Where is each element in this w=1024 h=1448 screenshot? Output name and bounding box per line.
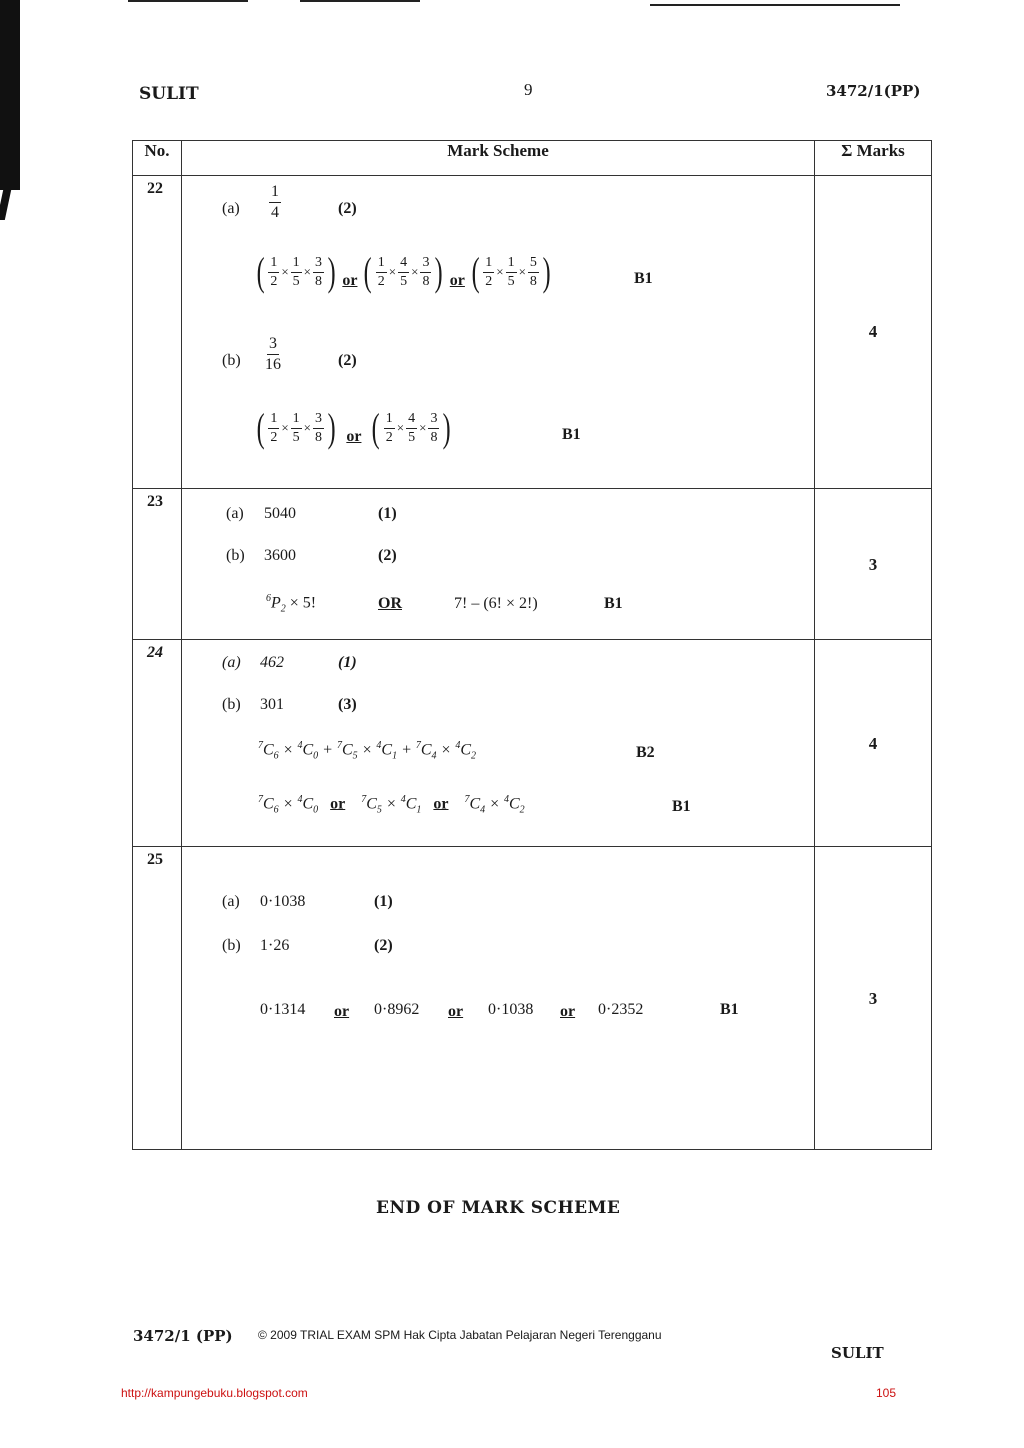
top-rule — [128, 0, 248, 2]
q25-total: 3 — [815, 847, 932, 1150]
q24-total: 4 — [815, 640, 932, 847]
question-number: 25 — [147, 851, 163, 868]
end-of-mark-scheme: END OF MARK SCHEME — [376, 1198, 621, 1218]
table-row-q22 — [133, 176, 932, 489]
working-combination-alt: $^7C_6 \times ^4C_0$ or $^7C_5 \times ^4C_1$ or $^7C_4 \times ^4C_2$ — [258, 794, 525, 816]
q24-scheme: (a) 462 (1) (b) 301 (3) $^7C_6 \times ^4C_0 + ^7C_5 \times ^4C_1 + ^7C_4 \times ^4C_2$ B2 $^7C_6 \times ^4C_0$ or $^7C_5 \times ^4C_1$ or $^7C_4 \times ^4C_2$ B1 — [182, 640, 815, 847]
marks-label: (2) — [338, 352, 357, 369]
col-marks-header: Σ Marks — [815, 141, 932, 176]
mark-scheme-table — [132, 140, 932, 1150]
q23-total: 3 — [815, 489, 932, 640]
answer-fraction: $\frac{3}{16}$ — [265, 335, 281, 373]
footer-sulit: SULIT — [831, 1344, 884, 1362]
scan-edge-mark — [0, 0, 20, 190]
table-row-q24 — [133, 640, 932, 847]
question-number: 22 — [147, 180, 163, 197]
working-value: 0·8962 — [374, 1001, 420, 1018]
q25-scheme: (a) 0·1038 (1) (b) 1·26 (2) 0·1314 or 0·8962 or 0·1038 or 0·2352 B1 — [182, 847, 815, 1150]
table-row-q23 — [133, 489, 932, 640]
answer-fraction: $\frac{1}{4}$ — [271, 183, 279, 221]
answer-value: 301 — [260, 696, 284, 713]
working-value: 0·2352 — [598, 1001, 644, 1018]
answer-value: 462 — [260, 654, 284, 671]
footer-code: 3472/1 (PP) — [133, 1327, 233, 1345]
marks-label: (2) — [338, 200, 357, 217]
q23-scheme: (a) 5040 (1) (b) 3600 (2) $^6P_2 \times 5$! OR 7! – (6! × 2!) B1 — [182, 489, 815, 640]
q22-total: 4 — [815, 176, 932, 489]
col-scheme-header: Mark Scheme — [182, 141, 815, 176]
working-value: 0·1314 — [260, 1001, 306, 1018]
b1-mark: B1 — [634, 270, 653, 287]
part-label: (a) — [222, 200, 240, 217]
table-row-q25 — [133, 847, 932, 1150]
part-label: (b) — [222, 352, 241, 369]
answer-value: 5040 — [264, 505, 296, 522]
top-rule — [650, 4, 900, 6]
top-rule — [300, 0, 420, 2]
footer-url-link[interactable]: http://kampungebuku.blogspot.com — [121, 1386, 308, 1400]
q22-scheme — [182, 176, 815, 489]
answer-value: 3600 — [264, 547, 296, 564]
question-number: 23 — [147, 493, 163, 510]
answer-value: 0·1038 — [260, 893, 306, 910]
col-no-header: No. — [133, 141, 182, 176]
answer-value: 1·26 — [260, 937, 290, 954]
working-alt: 7! – (6! × 2!) — [454, 595, 538, 612]
header-sulit: SULIT — [139, 84, 199, 104]
table-header-row — [133, 141, 932, 176]
scan-edge-mark-lower — [0, 190, 11, 220]
footer-page-number: 105 — [876, 1386, 897, 1400]
b1-mark: B1 — [562, 426, 581, 443]
working-value: 0·1038 — [488, 1001, 534, 1018]
working-combination-sum: $^7C_6 \times ^4C_0 + ^7C_5 \times ^4C_1 + ^7C_4 \times ^4C_2$ — [258, 740, 477, 762]
header-code: 3472/1(PP) — [826, 82, 921, 100]
working-line-b: ( $\frac{1}{2}$ × $\frac{1}{5}$ × $\frac{3}{8}$ ) or ( $\frac{1}{2}$ × $\frac{4}{5}$ × $\frac{3}{8}$ ) — [256, 405, 452, 450]
question-number: 24 — [147, 644, 163, 661]
working-line-a: ( $\frac{1}{2}$ × $\frac{1}{5}$ × $\frac{3}{8}$ ) or ( $\frac{1}{2}$ × $\frac{4}{5}$ × $\frac{3}{8}$ ) or ( $\frac{1}{2}$ × $\frac{1}{5}$ × $\frac{5}{8}$ ) — [256, 249, 551, 294]
header-page-number: 9 — [524, 80, 533, 99]
working-perm: $^6P_2 \times 5$! — [266, 593, 317, 615]
footer-copyright: © 2009 TRIAL EXAM SPM Hak Cipta Jabatan Pelajaran Negeri Terengganu — [258, 1328, 662, 1342]
